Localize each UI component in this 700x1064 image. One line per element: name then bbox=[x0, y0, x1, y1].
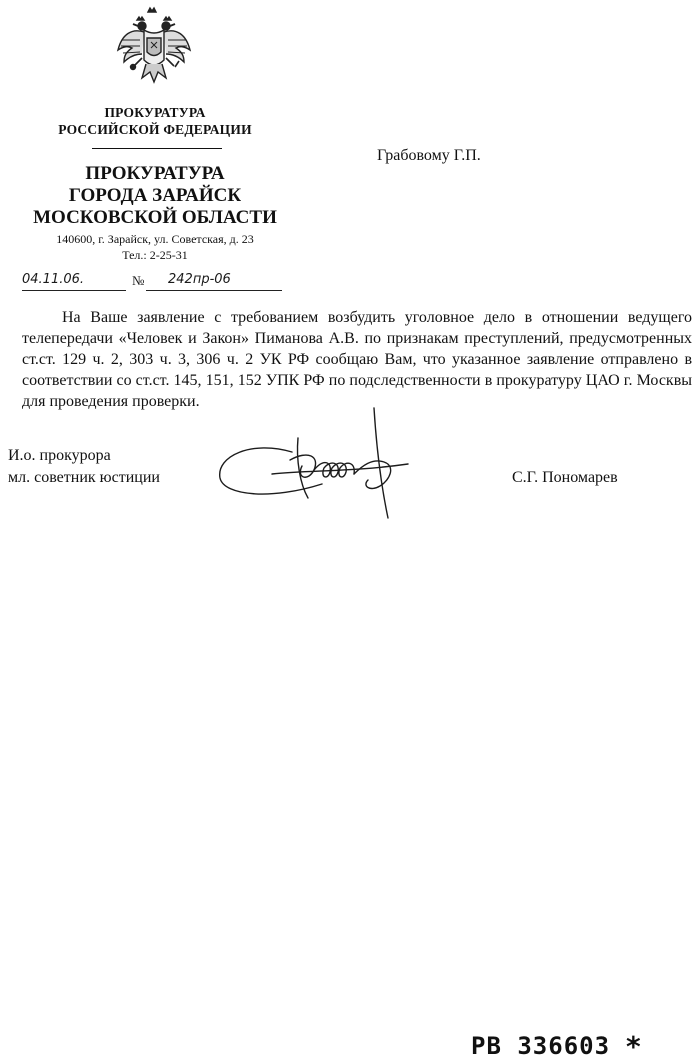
signatory-position-line2: мл. советник юстиции bbox=[8, 469, 160, 486]
office-address: 140600, г. Зарайск, ул. Советская, д. 23 bbox=[56, 232, 254, 246]
serial-star-mark: * bbox=[626, 1030, 641, 1063]
signatory-position-line1: И.о. прокурора bbox=[8, 447, 111, 464]
registration-date: 04.11.06. bbox=[22, 272, 85, 287]
form-serial-number: РВ 336603 bbox=[471, 1032, 611, 1060]
org-name-line1: ПРОКУРАТУРА bbox=[104, 105, 206, 120]
org-name-line2: РОССИЙСКОЙ ФЕДЕРАЦИИ bbox=[58, 122, 252, 137]
office-name-line3: МОСКОВСКОЙ ОБЛАСТИ bbox=[33, 207, 277, 228]
office-phone: Тел.: 2-25-31 bbox=[122, 248, 188, 262]
registration-number-field bbox=[146, 274, 282, 291]
letter-body-text: На Ваше заявление с требованием возбудить уголовное дело в отношении ведущего телепередачи «Человек и Закон» Пиманова А.В. по признакам преступлений, предусмотренных ст.ст. 129 ч. 2, 303 ч. 3, 306 ч. 2 УК РФ сообщаю Вам, что указанное заявление отправлено в соответствии со ст.ст. 145, 151, 152 УПК РФ по подследственности в прокуратуру ЦАО г. Москвы для проведения проверки. bbox=[22, 309, 692, 410]
double-headed-eagle-emblem-icon bbox=[112, 6, 196, 90]
number-sign: № bbox=[132, 273, 145, 288]
recipient: Грабовому Г.П. bbox=[377, 147, 481, 164]
registration-number: 242пр-06 bbox=[168, 272, 231, 287]
signatory-name: С.Г. Пономарев bbox=[512, 469, 618, 486]
handwritten-signature-icon bbox=[212, 400, 442, 525]
office-name-line2: ГОРОДА ЗАРАЙСК bbox=[68, 185, 242, 206]
letter-body bbox=[22, 307, 692, 412]
registration-date-field bbox=[22, 274, 126, 291]
header-divider bbox=[92, 148, 222, 149]
office-name-line1: ПРОКУРАТУРА bbox=[85, 163, 225, 184]
